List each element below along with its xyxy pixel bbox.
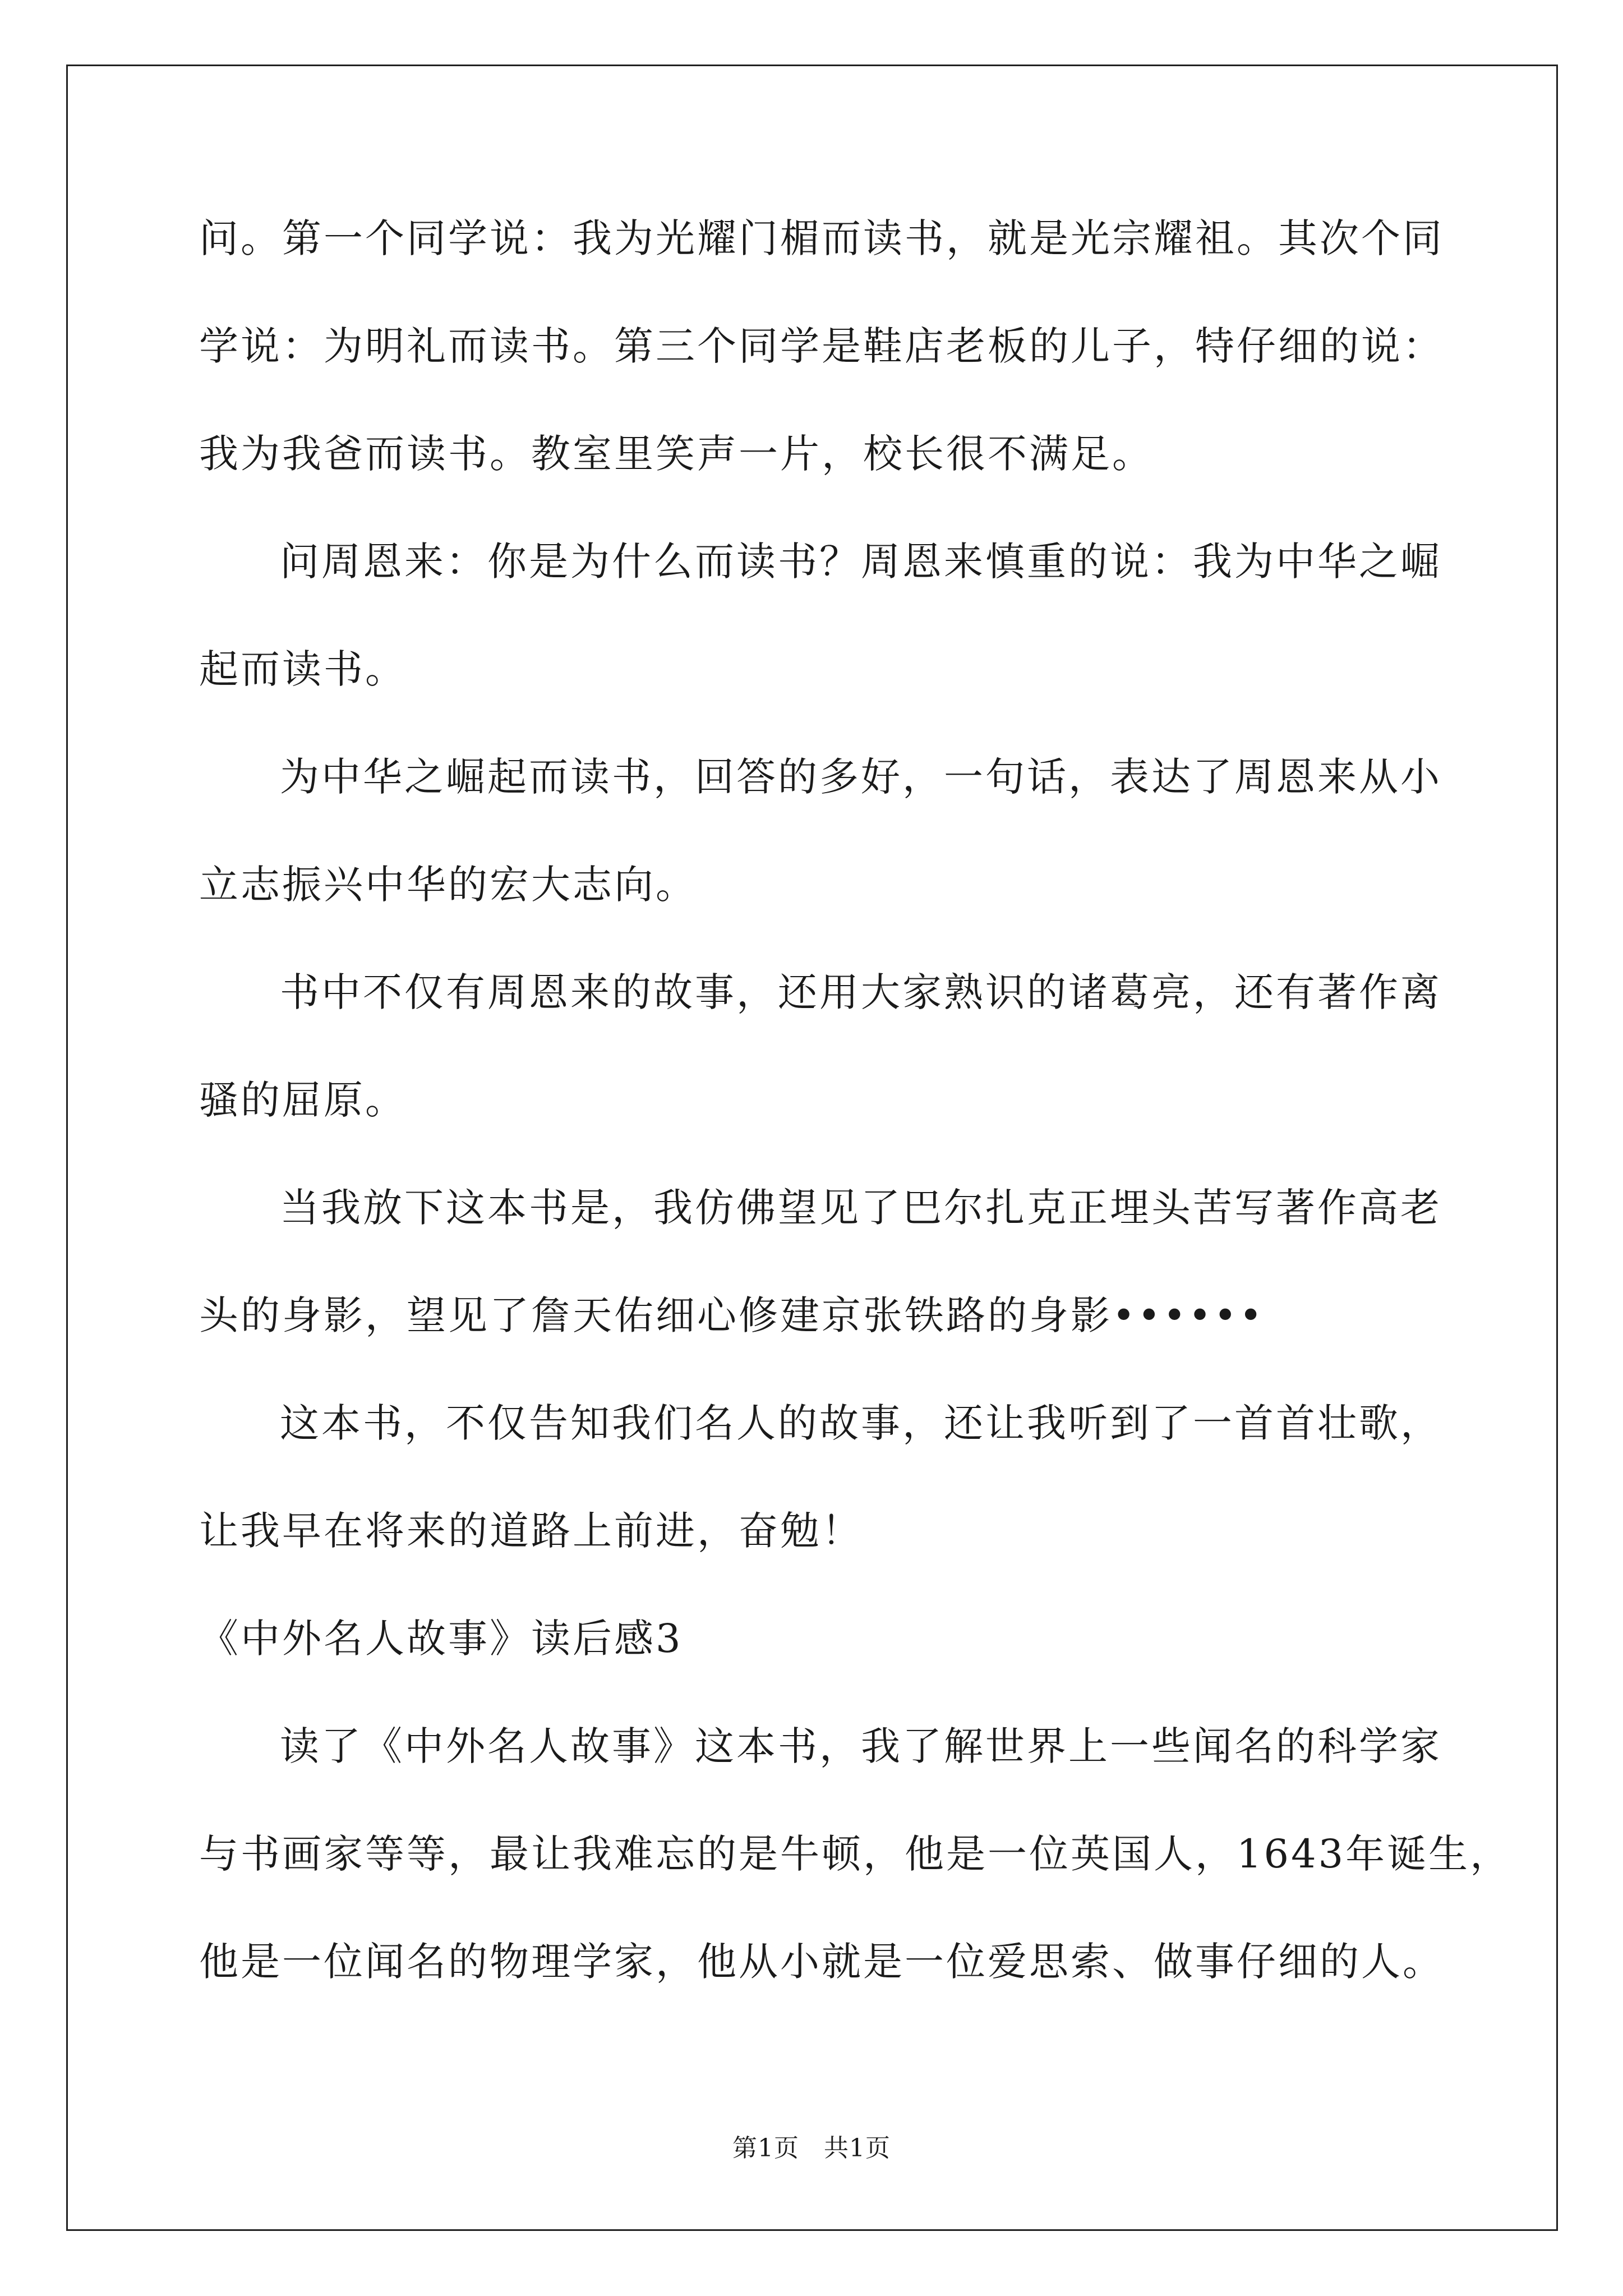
page-total: 共1页 — [824, 2134, 891, 2162]
text-line: 与书画家等等，最让我难忘的是牛顿，他是一位英国人，1643年诞生， — [199, 1831, 1512, 1877]
text-line: 头的身影，望见了詹天佑细心修建京张铁路的身影•••••• — [199, 1292, 1265, 1338]
text-line: 起而读书。 — [199, 646, 407, 692]
text-line: 学说：为明礼而读书。第三个同学是鞋店老板的儿子，特仔细的说： — [199, 323, 1444, 369]
text-line: 我为我爸而读书。教室里笑声一片，校长很不满足。 — [199, 431, 1154, 477]
text-line: 问。第一个同学说：我为光耀门楣而读书，就是光宗耀祖。其次个同 — [199, 215, 1444, 261]
text-line: 为中华之崛起而读书，回答的多好，一句话，表达了周恩来从小 — [280, 754, 1442, 800]
page-number: 第1页 — [732, 2134, 799, 2162]
document-body — [199, 210, 1512, 1990]
text-line: 书中不仅有周恩来的故事，还用大家熟识的诸葛亮，还有著作离 — [280, 969, 1442, 1015]
text-line: 这本书，不仅告知我们名人的故事，还让我听到了一首首壮歌， — [280, 1400, 1442, 1446]
text-line: 问周恩来：你是为什么而读书？周恩来慎重的说：我为中华之崛 — [280, 539, 1442, 585]
page-footer — [0, 2132, 1623, 2165]
text-line: 立志振兴中华的宏大志向。 — [199, 862, 697, 908]
text-line: 让我早在将来的道路上前进，奋勉！ — [199, 1508, 863, 1554]
text-line: 他是一位闻名的物理学家，他从小就是一位爱思索、做事仔细的人。 — [199, 1939, 1444, 1985]
text-line: 骚的屈原。 — [199, 1077, 407, 1123]
text-line: 《中外名人故事》读后感3 — [199, 1616, 683, 1662]
text-line: 读了《中外名人故事》这本书，我了解世界上一些闻名的科学家 — [280, 1723, 1442, 1769]
text-line: 当我放下这本书是，我仿佛望见了巴尔扎克正埋头苦写著作高老 — [280, 1185, 1442, 1231]
